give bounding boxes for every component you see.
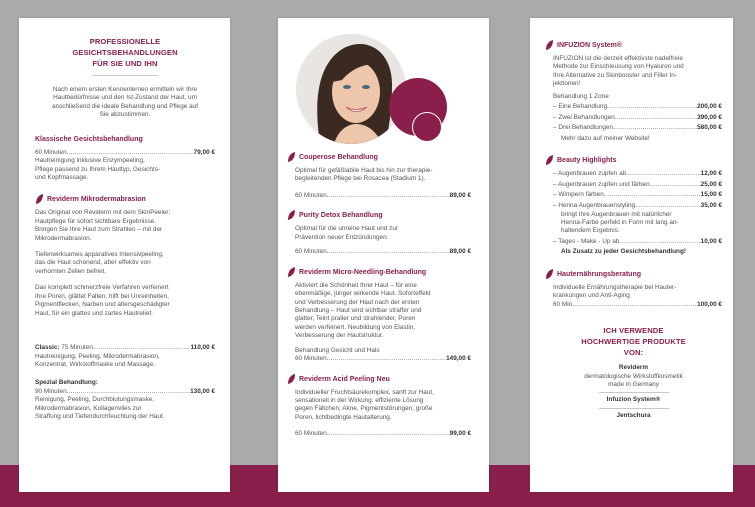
- extra-line: Behandlung Gesicht und Hals: [295, 346, 380, 354]
- price-label: 60 Minuten: [295, 248, 327, 256]
- subheading: Behandlung 1 Zone: [553, 92, 609, 100]
- section-desc: [287, 225, 471, 242]
- text-line: sensationell in der Wirkung: effiziente Lösung: [295, 397, 424, 405]
- addon-note: Als Zusatz zu jeder Gesichtsbehandlung!: [561, 248, 686, 256]
- section-desc: [545, 55, 722, 89]
- brand-name: Infuzion System®: [606, 396, 661, 404]
- brand-name: Reviderm: [618, 364, 649, 372]
- text-line: ebenmäßige, jünger wirkende Haut. Soforteffekt: [295, 290, 431, 298]
- price-row-special: [35, 388, 215, 397]
- text-line: dermatologische Wirkstoffkosmetik: [584, 372, 683, 380]
- text-line: Optimal für gefäßlabile Haut bis hin zur therapie-: [295, 167, 433, 174]
- text-line: Tiefenwirksames apparatives Intensivpeeling,: [35, 251, 164, 259]
- price-row: [545, 170, 722, 179]
- text-line: begleitenden Pflege bei Rosacea (Stadium 1).: [295, 175, 426, 183]
- price-row: [545, 181, 722, 190]
- text-line: Haut, für ein glattes und zartes Hautrelief.: [35, 309, 153, 317]
- text-line: Das Original von Reviderm mit dem SkinPeeler:: [35, 209, 171, 217]
- panel-infuzion-beauty: [530, 18, 733, 492]
- section-para: [35, 209, 215, 243]
- section-title: Reviderm Acid Peeling Neu: [299, 375, 390, 383]
- price-row: [287, 248, 471, 257]
- panel1-heading: [35, 36, 215, 69]
- divider: [599, 408, 669, 409]
- text-line: Prävention neuer Entzündungen.: [295, 233, 389, 241]
- leaf-icon: [545, 269, 554, 280]
- price-label: – Wimpern färben: [553, 191, 604, 199]
- price-label: – Augenbrauen zupfen und färben: [553, 180, 650, 188]
- price-label: 60 Min: [553, 300, 573, 308]
- price-label: – Henna Augenbrauenstyling: [553, 202, 636, 209]
- price-value: 89,00 €: [449, 248, 471, 256]
- text-line: Hautreinigung, Peeling, Mikrodermabrasion,: [35, 352, 160, 360]
- leaf-icon: [287, 152, 296, 163]
- section-purity-detox: [287, 210, 471, 221]
- price-row: [545, 301, 722, 310]
- section-acid-peeling: [287, 374, 471, 385]
- section-desc: [287, 389, 471, 423]
- divider: [92, 75, 158, 76]
- price-value: 110,00 €: [190, 343, 215, 351]
- text-line: jektionen!: [553, 80, 581, 88]
- price-row: [287, 355, 471, 364]
- price-value: 35,00 €: [700, 202, 722, 209]
- text-line: Sie abzustimmen.: [99, 111, 151, 119]
- price-label: 60 Minuten: [295, 355, 327, 363]
- text-line: gegen Fältchen, Akne, Pigmentstörungen, große: [295, 405, 433, 413]
- section-couperose: [287, 152, 471, 163]
- text-line: Aktiviert die Schönheit Ihrer Haut – für eine: [295, 281, 417, 289]
- leaf-icon: [287, 267, 296, 278]
- text-line: Verbesserung der Hautstruktur.: [295, 332, 384, 340]
- text-line: Hautbedürfnisse und den Ist-Zustand der Haut, um: [53, 94, 197, 102]
- brand-name: Jentschura: [616, 411, 651, 419]
- text-line: Ihre Alternative zu Skinbooster und Filler In-: [553, 71, 677, 79]
- text-line: Pigmentflecken, Narben und altersgeschädigter: [35, 301, 170, 309]
- text-line: und Kopfmassage.: [35, 174, 89, 182]
- heading-line: FÜR SIE UND IHN: [92, 59, 158, 68]
- section-para: [35, 251, 215, 276]
- price-value: 100,00 €: [697, 300, 722, 308]
- price-row: [545, 114, 722, 123]
- section-title: Beauty Highlights: [557, 157, 617, 165]
- text-line: Individueller Fruchtsäurekomplex, sanft zur Haut,: [295, 388, 434, 396]
- section-title: Hauternährungsberatung: [557, 270, 642, 278]
- text-line: Das komplett schmerzfreie Verfahren verfeinert: [35, 284, 169, 292]
- price-row: [545, 191, 722, 200]
- price-label: – Eine Behandlung: [553, 103, 608, 111]
- text-line: Individuelle Ernährungstherapie bei Hauter-: [553, 283, 677, 291]
- divider: [599, 392, 669, 393]
- text-line: INFUZION ist die derzeit effektivste nadelfreie: [553, 55, 683, 62]
- price-value: 200,00 €: [697, 103, 722, 111]
- text-line: bringt Ihre Augenbrauen mit natürlicher: [561, 210, 672, 218]
- intro-text: [35, 86, 215, 120]
- price-label: – Tages - Make - Up ab: [553, 237, 620, 245]
- section-para: [35, 284, 215, 318]
- price-value: 25,00 €: [700, 180, 722, 188]
- price-row: [545, 202, 722, 211]
- special-label: Spezial Behandlung:: [35, 379, 98, 387]
- price-value: 89,00 €: [449, 191, 471, 199]
- price-value: 149,00 €: [446, 355, 471, 363]
- text-line: Optimal für die unreine Haut und zur: [295, 225, 399, 233]
- section-title: Klassische Gesichtsbehandlung: [35, 135, 143, 143]
- price-row: [545, 238, 722, 247]
- price-value: 10,00 €: [700, 237, 722, 245]
- text-line: das die Haut schonend, aber effektiv von: [35, 259, 151, 267]
- section-title: Couperose Behandlung: [299, 154, 378, 161]
- price-label: – Drei Behandlungen: [553, 124, 614, 132]
- section-desc: [287, 167, 471, 184]
- text-line: glatter, Teint praller und strahlender, Poren: [295, 315, 416, 323]
- text-line: Methode zur Einschleusung von Hyaluron und: [553, 63, 684, 71]
- woman-portrait-image: [296, 34, 406, 144]
- price-value: 390,00 €: [697, 113, 722, 121]
- text-line: Henna-Farbe perfekt in Form mit lang an-: [561, 219, 679, 226]
- special-desc: [35, 396, 215, 421]
- text-line: Mikrodermabrasion.: [35, 234, 92, 242]
- text-line: verhornten Zellen befreit.: [35, 267, 107, 275]
- text-line: Straffung und Tiefendurchfeuchtung der Haut.: [35, 413, 165, 421]
- text-line: Konzentrat, Wirkstoffmaske und Massage.: [35, 360, 155, 368]
- text-line: Mikrodermabrasion, Kollagenvlies zur: [35, 404, 142, 412]
- decor-circle-small: [412, 112, 442, 142]
- price-label: Classic:: [35, 343, 60, 351]
- text-line: Hautpflege für sofort sichtbare Ergebnisse.: [35, 217, 157, 225]
- portrait-photo: [296, 34, 406, 144]
- section-klassische: [35, 136, 215, 143]
- text-line: haltendem Ergebnis.: [561, 227, 620, 235]
- leaf-icon: [545, 155, 554, 166]
- section-beauty-highlights: [545, 155, 722, 166]
- heading-line: HOCHWERTIGE PRODUKTE: [581, 337, 686, 347]
- section-mikrodermabrasion: [35, 194, 215, 205]
- section-desc: [545, 284, 722, 301]
- price-label: 90 Minuten: [35, 387, 67, 395]
- price-time: 75 Minuten: [61, 343, 93, 351]
- leaf-icon: [287, 374, 296, 385]
- heading-line: PROFESSIONELLE: [89, 37, 161, 46]
- leaf-icon: [545, 40, 554, 51]
- price-row: [287, 192, 471, 201]
- text-line: anschließend die ideale Behandlung und Pflege auf: [51, 102, 199, 110]
- price-value: 12,00 €: [700, 170, 722, 178]
- text-line: und Verbesserung der Haut nach der ersten: [295, 298, 420, 306]
- text-line: Reinigung, Peeling, Durchblutungsmaske,: [35, 396, 155, 404]
- price-label: 60 Minuten: [295, 430, 327, 438]
- section-micro-needling: [287, 267, 471, 278]
- price-label: 60 Minuten: [35, 148, 67, 156]
- section-title: INFUZION System®: [557, 42, 623, 49]
- section-desc: [287, 282, 471, 341]
- text-line: Behandlung – Haut wird sichtbar straffer und: [295, 307, 422, 315]
- text-line: Bringen Sie Ihre Haut zum Strahlen – mit der: [35, 226, 163, 234]
- text-line: Ihre Poren, glättet Falten, hilft bei Unreinheiten,: [35, 292, 169, 300]
- text-line: Nach einem ersten Kennenlernen ermitteln wir Ihre: [52, 86, 198, 93]
- heading-line: GESICHTSBEHANDLUNGEN: [72, 48, 178, 57]
- price-value: 99,00 €: [449, 430, 471, 438]
- heading-line: ICH VERWENDE: [603, 326, 664, 336]
- price-row: [545, 103, 722, 112]
- price-row: [35, 149, 215, 158]
- text-line: Poren, lichtbedingte Hautalterung.: [295, 413, 392, 421]
- henna-desc: [545, 211, 722, 236]
- text-line: Pflege passend zu Ihrem Hauttyp, Gesichts-: [35, 165, 161, 173]
- section-title: Reviderm Mikrodermabrasion: [47, 196, 146, 204]
- section-infuzion: [545, 40, 722, 51]
- panel-special-treatments: [278, 18, 489, 492]
- section-nutrition: [545, 269, 722, 280]
- price-label: – Zwei Behandlungen: [553, 113, 615, 121]
- section-desc: [35, 157, 215, 182]
- price-label: 60 Minuten: [295, 191, 327, 199]
- section-title: Purity Detox Behandlung: [299, 212, 383, 220]
- price-row: [287, 430, 471, 439]
- leaf-icon: [287, 210, 296, 221]
- text-line: made in Germany: [608, 381, 659, 389]
- panel-facial-treatments: [19, 18, 230, 492]
- price-row-classic: [35, 344, 215, 353]
- text-line: krankungen und Anti-Aging: [553, 292, 630, 300]
- price-value: 580,00 €: [697, 124, 722, 132]
- price-row: [545, 124, 722, 133]
- website-note: Mehr dazu auf meiner Website!: [561, 134, 650, 142]
- brand-list: [545, 364, 722, 420]
- products-heading: [545, 325, 722, 358]
- price-value: 130,00 €: [190, 387, 215, 395]
- section-title: Reviderm Micro-Needling-Behandlung: [299, 268, 427, 276]
- text-line: werden verfeinert. Neubildung von Elastin,: [295, 323, 416, 331]
- leaf-icon: [35, 194, 44, 205]
- price-value: 15,00 €: [700, 191, 722, 199]
- price-value: 79,00 €: [193, 148, 215, 156]
- classic-desc: [35, 353, 215, 370]
- text-line: Hautreinigung inklusive Enzympeeling,: [35, 157, 145, 165]
- heading-line: VON:: [623, 348, 644, 358]
- price-label: – Augenbrauen zupfen ab: [553, 170, 627, 178]
